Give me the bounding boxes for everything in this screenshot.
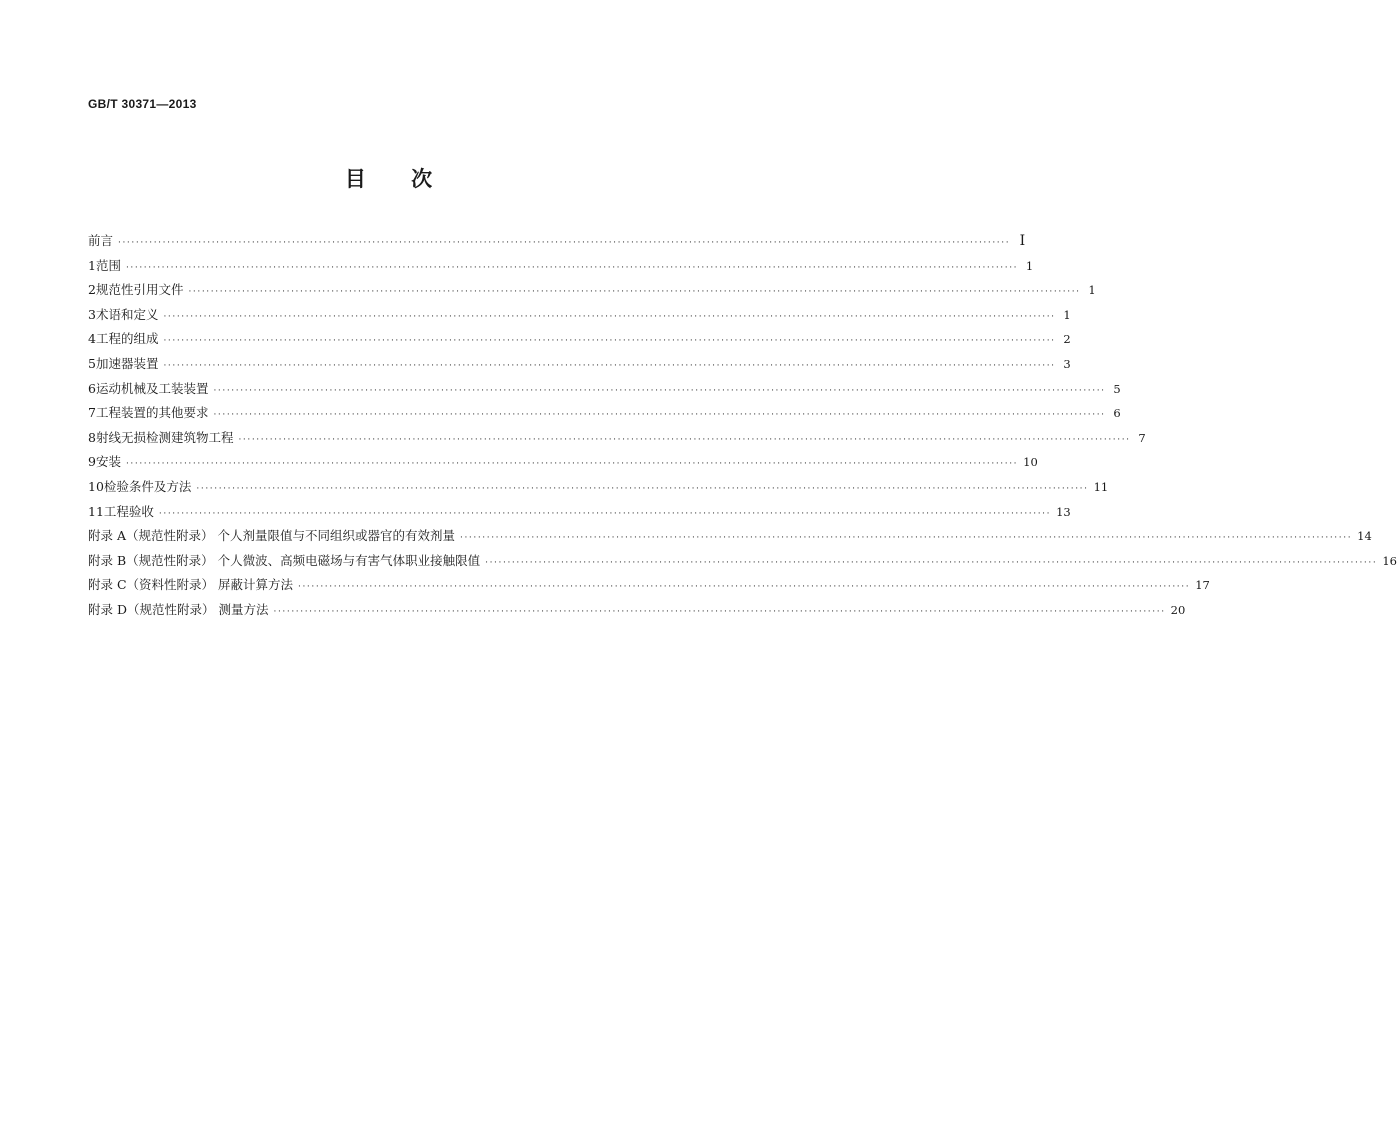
dot-leader: ········································································································································································································ xyxy=(485,557,1378,568)
toc-entry-page-number: 17 xyxy=(1195,578,1210,593)
toc-entry-page-number: 1 xyxy=(1063,307,1071,322)
toc-entry[interactable] xyxy=(88,278,1096,303)
dot-leader: ········································································································································································································ xyxy=(213,410,1106,421)
toc-entry[interactable] xyxy=(88,352,1071,377)
dot-leader: ········································································································································································································ xyxy=(125,262,1019,273)
toc-entry-page-number: 3 xyxy=(1063,356,1071,371)
table-of-contents xyxy=(88,229,1397,623)
toc-entry-number: 2 xyxy=(88,282,96,298)
toc-entry-label: 检验条件及方法 xyxy=(103,478,192,494)
toc-entry-number: 4 xyxy=(88,331,96,347)
dot-leader: ········································································································································································································ xyxy=(273,606,1166,617)
toc-entry[interactable] xyxy=(88,598,1186,623)
dot-leader: ········································································································································································································ xyxy=(125,459,1019,470)
toc-entry-number: 1 xyxy=(88,257,96,273)
toc-entry-label: 附录 A（规范性附录） 个人剂量限值与不同组织或器官的有效剂量 xyxy=(88,528,455,544)
toc-entry[interactable] xyxy=(88,500,1071,525)
toc-entry-page-number: 2 xyxy=(1063,332,1071,347)
toc-entry-label: 加速器装置 xyxy=(95,355,159,371)
dot-leader: ········································································································································································································ xyxy=(213,385,1106,396)
toc-entry-page-number: 13 xyxy=(1056,504,1071,519)
document-code: GB/T 30371—2013 xyxy=(88,97,197,111)
toc-entry-number: 6 xyxy=(88,380,96,396)
toc-entry-page-number: 16 xyxy=(1382,553,1397,568)
toc-entry-page-number: I xyxy=(1019,233,1026,249)
toc-entry-label: 安装 xyxy=(95,454,121,470)
toc-entry[interactable] xyxy=(88,524,1372,549)
toc-entry-page-number: 11 xyxy=(1093,479,1109,494)
dot-leader: ········································································································································································································ xyxy=(298,582,1191,593)
dot-leader: ········································································································································································································ xyxy=(196,483,1089,494)
toc-entry-label: 附录 B（规范性附录） 个人微波、高频电磁场与有害气体职业接触限值 xyxy=(88,552,481,568)
toc-entry[interactable] xyxy=(88,450,1038,475)
toc-entry-page-number: 6 xyxy=(1113,406,1121,421)
dot-leader: ········································································································································································································ xyxy=(188,287,1081,298)
toc-entry-label: 前言 xyxy=(88,233,114,248)
dot-leader: ········································································································································································································ xyxy=(158,508,1052,519)
toc-entry-page-number: 5 xyxy=(1113,381,1121,396)
toc-entry[interactable] xyxy=(88,475,1109,500)
toc-entry-page-number: 1 xyxy=(1025,258,1034,273)
toc-entry-label: 工程的组成 xyxy=(95,331,159,347)
toc-entry-number: 8 xyxy=(88,429,96,445)
toc-entry-label: 工程验收 xyxy=(103,503,154,519)
toc-entry-page-number: 10 xyxy=(1023,455,1038,470)
toc-entry-page-number: 20 xyxy=(1170,602,1186,617)
toc-entry[interactable] xyxy=(88,573,1210,598)
toc-entry-label: 射线无损检测建筑物工程 xyxy=(95,429,234,445)
toc-entry-label: 范围 xyxy=(95,257,121,273)
toc-entry-number: 3 xyxy=(88,306,96,322)
dot-leader: ········································································································································································································ xyxy=(163,311,1056,322)
toc-entry-label: 附录 D（规范性附录） 测量方法 xyxy=(88,601,269,617)
dot-leader: ········································································································································································································ xyxy=(163,336,1056,347)
page-title: 目 次 xyxy=(344,167,433,191)
dot-leader: ········································································································································································································ xyxy=(459,533,1353,544)
toc-entry-label: 运动机械及工装装置 xyxy=(95,380,209,396)
toc-entry-label: 术语和定义 xyxy=(95,306,159,322)
toc-entry[interactable] xyxy=(88,549,1397,574)
toc-entry[interactable] xyxy=(88,303,1071,328)
toc-entry-page-number: 7 xyxy=(1138,430,1146,445)
toc-entry-number: 10 xyxy=(88,478,104,494)
toc-entry[interactable] xyxy=(88,426,1146,451)
toc-entry-label: 规范性引用文件 xyxy=(95,282,184,298)
toc-entry[interactable] xyxy=(88,254,1034,279)
toc-entry-number: 9 xyxy=(88,454,96,470)
toc-entry-number: 7 xyxy=(88,405,96,421)
toc-entry-page-number: 1 xyxy=(1088,283,1096,298)
dot-leader: ········································································································································································································ xyxy=(238,434,1131,445)
toc-entry-number: 5 xyxy=(88,355,96,371)
toc-entry[interactable] xyxy=(88,377,1121,402)
toc-entry-label: 附录 C（资料性附录） 屏蔽计算方法 xyxy=(88,577,294,593)
dot-leader: ········································································································································································································ xyxy=(163,360,1056,371)
toc-entry[interactable] xyxy=(88,401,1121,426)
toc-entry[interactable] xyxy=(88,327,1071,352)
dot-leader: ········································································································································································································ xyxy=(118,238,1011,248)
toc-entry[interactable] xyxy=(88,229,1026,254)
toc-entry-label: 工程装置的其他要求 xyxy=(95,405,209,421)
toc-entry-number: 11 xyxy=(88,503,104,519)
toc-entry-page-number: 14 xyxy=(1357,529,1372,544)
